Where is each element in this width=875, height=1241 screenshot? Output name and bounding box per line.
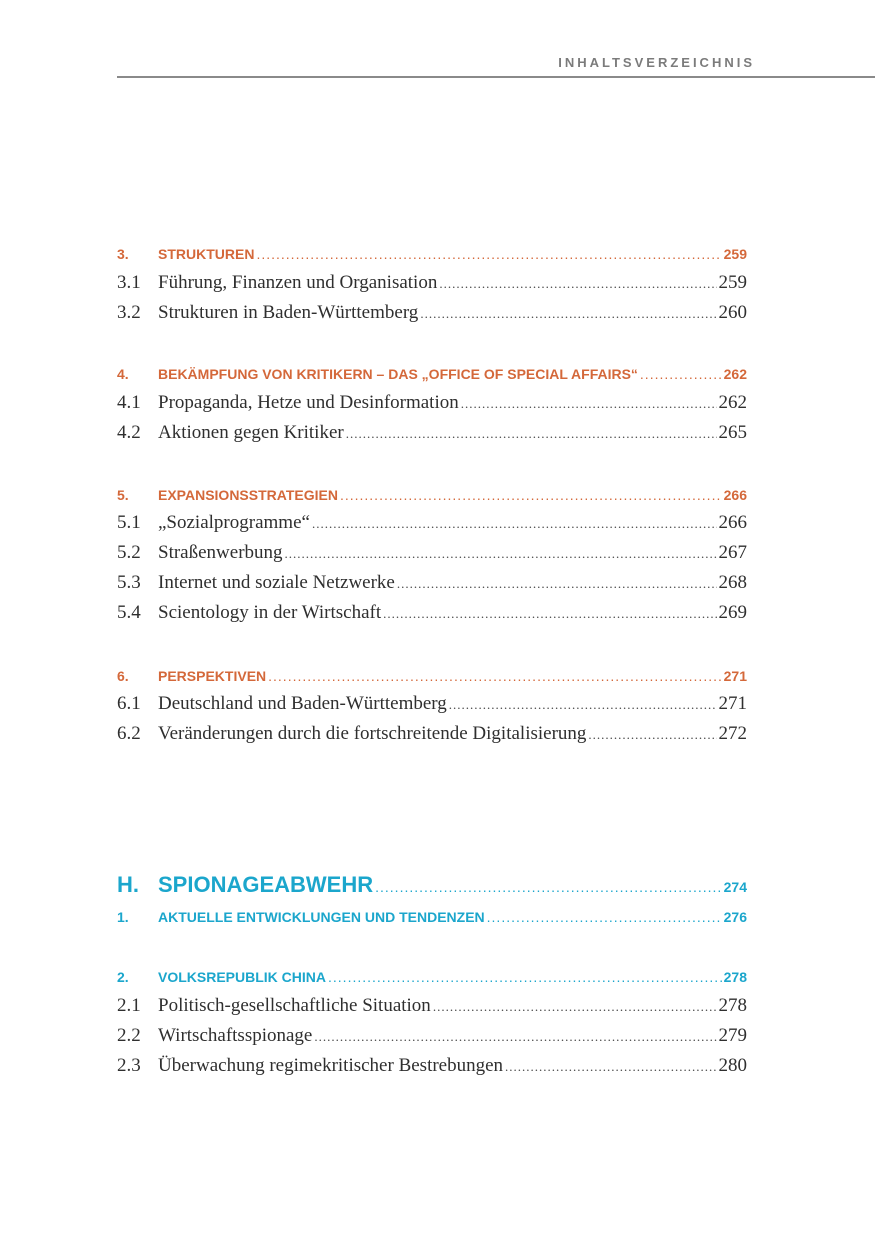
toc-title: AKTUELLE ENTWICKLUNGEN UND TENDENZEN <box>158 909 485 925</box>
toc-title: Internet und soziale Netzwerke <box>158 572 395 593</box>
toc-number: 5. <box>117 487 129 503</box>
toc-page: 268 <box>718 572 747 593</box>
toc-entry-6-1[interactable] <box>117 693 747 715</box>
toc-number: 3.2 <box>117 302 141 323</box>
toc-number: 2.3 <box>117 1055 141 1076</box>
toc-title: PERSPEKTIVEN <box>158 668 267 684</box>
toc-page: 266 <box>723 487 747 503</box>
toc-entry-h-2-2[interactable] <box>117 1025 747 1047</box>
header-rule <box>117 76 875 78</box>
toc-title: Politisch-gesellschaftliche Situation <box>158 995 431 1016</box>
toc-page: 259 <box>723 246 747 262</box>
toc-leader <box>285 546 717 562</box>
toc-leader <box>588 727 716 743</box>
toc-entry-6-2[interactable] <box>117 723 747 745</box>
toc-section-4[interactable] <box>117 366 747 382</box>
toc-section-6[interactable] <box>117 668 747 684</box>
toc-page: 262 <box>723 366 747 382</box>
toc-page: 276 <box>723 909 747 925</box>
toc-number: 6. <box>117 668 129 684</box>
toc-title: VOLKSREPUBLIK CHINA <box>158 969 327 985</box>
toc-title: „Sozialprogramme“ <box>158 512 310 533</box>
toc-leader <box>449 697 717 713</box>
toc-leader <box>433 999 717 1015</box>
toc-page: 262 <box>718 392 747 413</box>
toc-number: H. <box>117 872 139 897</box>
toc-page: 260 <box>718 302 747 323</box>
toc-entry-5-4[interactable] <box>117 602 747 624</box>
toc-leader <box>340 487 722 503</box>
toc-entry-h-2-3[interactable] <box>117 1055 747 1077</box>
toc-page: 266 <box>718 512 747 533</box>
toc-leader <box>461 396 717 412</box>
toc-leader <box>256 246 721 262</box>
toc-entry-4-2[interactable] <box>117 422 747 444</box>
toc-leader <box>328 969 722 985</box>
toc-entry-5-3[interactable] <box>117 572 747 594</box>
toc-section-h-1[interactable] <box>117 909 747 925</box>
toc-entry-3-1[interactable] <box>117 272 747 294</box>
toc-entry-5-2[interactable] <box>117 542 747 564</box>
toc-page: 271 <box>718 693 747 714</box>
toc-page: 272 <box>718 723 747 744</box>
toc-title: Strukturen in Baden-Württemberg <box>158 302 419 323</box>
toc-number: 4.1 <box>117 392 141 413</box>
toc-number: 2.2 <box>117 1025 141 1046</box>
toc-title: SPIONAGEABWEHR <box>158 872 374 897</box>
toc-title: Deutschland und Baden-Württemberg <box>158 693 447 714</box>
toc-section-3[interactable] <box>117 246 747 262</box>
toc-number: 6.2 <box>117 723 141 744</box>
toc-title: Straßenwerbung <box>158 542 283 563</box>
toc-chapter-h[interactable] <box>117 872 747 898</box>
toc-leader <box>505 1059 716 1075</box>
running-header: INHALTSVERZEICHNIS <box>558 55 755 70</box>
toc-page: 278 <box>718 995 747 1016</box>
toc-number: 6.1 <box>117 693 141 714</box>
toc-title: Wirtschaftsspionage <box>158 1025 313 1046</box>
toc-page: 267 <box>718 542 747 563</box>
toc-leader <box>268 668 722 684</box>
toc-page: 278 <box>723 969 747 985</box>
toc-leader <box>397 576 717 592</box>
toc-number: 2. <box>117 969 129 985</box>
toc-number: 4.2 <box>117 422 141 443</box>
toc-entry-4-1[interactable] <box>117 392 747 414</box>
toc-number: 3. <box>117 246 129 262</box>
toc-page: 265 <box>718 422 747 443</box>
toc-number: 4. <box>117 366 129 382</box>
toc-section-h-2[interactable] <box>117 969 747 985</box>
toc-entry-3-2[interactable] <box>117 302 747 324</box>
toc-title: BEKÄMPFUNG VON KRITIKERN – DAS „OFFICE OF SPECIAL AFFAIRS“ <box>158 366 638 382</box>
toc-leader <box>346 426 717 442</box>
toc-page: 269 <box>718 602 747 623</box>
toc-number: 1. <box>117 909 129 925</box>
toc-title: Propaganda, Hetze und Desinformation <box>158 392 459 413</box>
toc-number: 2.1 <box>117 995 141 1016</box>
toc-title: Führung, Finanzen und Organisation <box>158 272 438 293</box>
toc-number: 3.1 <box>117 272 141 293</box>
toc-leader <box>383 606 716 622</box>
toc-title: Scientology in der Wirtschaft <box>158 602 382 623</box>
toc-leader <box>314 1029 716 1045</box>
toc-page: 274 <box>723 879 747 895</box>
toc-leader <box>487 909 722 925</box>
toc-title: Aktionen gegen Kritiker <box>158 422 344 443</box>
toc-number: 5.4 <box>117 602 141 623</box>
toc-section-5[interactable] <box>117 487 747 503</box>
toc-leader <box>420 306 716 322</box>
toc-page: 271 <box>723 668 747 684</box>
toc-page: 279 <box>718 1025 747 1046</box>
toc-entry-h-2-1[interactable] <box>117 995 747 1017</box>
toc-number: 5.3 <box>117 572 141 593</box>
toc-leader <box>439 276 716 292</box>
toc-title: Veränderungen durch die fortschreitende Digitalisierung <box>158 723 587 744</box>
toc-title: STRUKTUREN <box>158 246 255 262</box>
toc-leader <box>375 879 722 895</box>
toc-page: 280 <box>718 1055 747 1076</box>
toc-leader <box>640 366 722 382</box>
toc-title: EXPANSIONSSTRATEGIEN <box>158 487 338 503</box>
toc-page: 259 <box>718 272 747 293</box>
toc-leader <box>312 516 717 532</box>
toc-number: 5.2 <box>117 542 141 563</box>
toc-title: Überwachung regimekritischer Bestrebungen <box>158 1055 504 1076</box>
toc-number: 5.1 <box>117 512 141 533</box>
toc-entry-5-1[interactable] <box>117 512 747 534</box>
